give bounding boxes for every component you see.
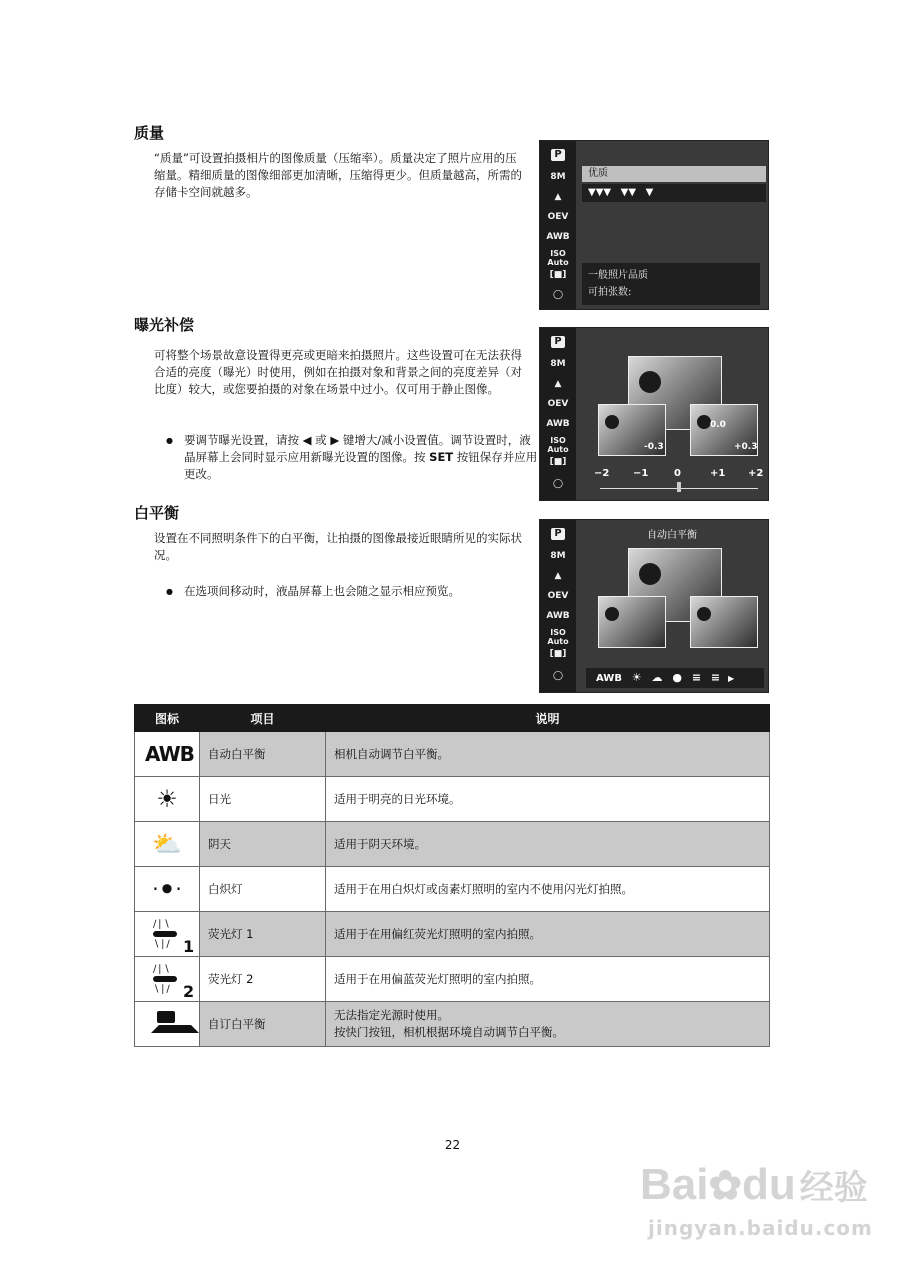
table-row (135, 1002, 770, 1047)
exposure-label-zero: 0.0 (710, 420, 726, 430)
row-item: 日光 (200, 777, 326, 822)
wb-screen-title: 自动白平衡 (647, 530, 697, 541)
wb-fluor1-option[interactable]: ≡ (691, 671, 702, 684)
quality-fine-icon: ▼▼▼ (588, 187, 612, 198)
wb-table (134, 704, 770, 1047)
row-desc: 适用于明亮的日光环境。 (326, 777, 770, 822)
program-mode-icon: P (551, 336, 565, 348)
exposure-bullet: ● 要调节曝光设置，请按 ◀ 或 ▶ 键增大/减小设置值。调节设置时，液晶屏幕上会同时显示应用新曝光设置的图像。按 SET 按钮保存并应用更改。 (166, 432, 540, 483)
fluorescent-1-icon: ∕∣∖ ∖∣∕ 1 (153, 918, 195, 956)
face-detect-icon: ◯ (552, 290, 564, 300)
wb-option-bar[interactable] (586, 668, 764, 688)
paw-icon: ✿ (708, 1164, 742, 1208)
ev-scale-marker[interactable] (677, 482, 681, 492)
quality-heading: 质量 (134, 124, 165, 142)
camera-sidebar (540, 328, 576, 500)
row-item: 阴天 (200, 822, 326, 867)
awb-icon: AWB (546, 419, 570, 429)
preview-photo-right (690, 596, 758, 648)
sun-icon: ☀ (156, 785, 178, 813)
table-row (135, 867, 770, 912)
awb-icon: AWB (145, 742, 194, 766)
wb-heading: 白平衡 (134, 504, 180, 522)
table-row (135, 822, 770, 867)
watermark-url: jingyan.baidu.com (648, 1216, 873, 1240)
cloudy-icon: ⛅ (152, 830, 182, 858)
exposure-label-plus: +0.3 (734, 442, 758, 452)
awb-icon: AWB (546, 232, 570, 242)
wb-bullet: ● 在选项间移动时，液晶屏幕上也会随之显示相应预览。 (166, 583, 540, 600)
face-detect-icon: ◯ (552, 671, 564, 681)
table-row (135, 957, 770, 1002)
metering-icon: [■] (549, 457, 567, 467)
quality-icon: ▲ (554, 379, 562, 389)
face-detect-icon: ◯ (552, 479, 564, 489)
row-desc: 适用于在用偏蓝荧光灯照明的室内拍照。 (326, 957, 770, 1002)
bulb-icon: ·⚫· (152, 877, 182, 901)
right-arrow-key: ▶ (330, 433, 340, 447)
image-size-icon: 8M (550, 359, 566, 369)
wb-bulb-option[interactable]: ● (672, 671, 682, 684)
ev-scale-p1: +1 (710, 468, 726, 479)
quality-info-line2: 可拍张数: (588, 287, 632, 298)
wb-fluor2-option[interactable]: ≡ (710, 671, 721, 684)
left-arrow-key: ◀ (302, 433, 312, 447)
row-desc: 适用于在用偏红荧光灯照明的室内拍照。 (326, 912, 770, 957)
exposure-heading: 曝光补偿 (134, 316, 195, 334)
watermark-brand: Bai✿du 经验 (640, 1160, 868, 1209)
quality-selected-option[interactable]: 优质 (582, 166, 766, 182)
row-item: 自动白平衡 (200, 732, 326, 777)
row-desc: 无法指定光源时使用。 按快门按钮，相机根据环境自动调节白平衡。 (326, 1002, 770, 1047)
quality-options-row[interactable] (582, 184, 766, 202)
wb-paragraph: 设置在不同照明条件下的白平衡，让拍摄的图像最接近眼睛所见的实际状况。 (154, 531, 522, 562)
camera-sidebar (540, 520, 576, 692)
row-desc: 相机自动调节白平衡。 (326, 732, 770, 777)
wb-cloud-option[interactable]: ☁ (651, 671, 663, 684)
col-desc-header: 说明 (326, 705, 770, 732)
camera-sidebar (540, 141, 576, 309)
preview-photo-left (598, 596, 666, 648)
awb-icon: AWB (546, 611, 570, 621)
wb-camera-screen (539, 519, 769, 693)
table-row (135, 777, 770, 822)
metering-icon: [■] (549, 649, 567, 659)
col-item-header: 项目 (200, 705, 326, 732)
fluorescent-2-icon: ∕∣∖ ∖∣∕ 2 (153, 963, 195, 1001)
exposure-icon: OEV (547, 591, 569, 601)
row-desc: 适用于在用白炽灯或卤素灯照明的室内不使用闪光灯拍照。 (326, 867, 770, 912)
quality-economy-icon: ▼ (645, 187, 654, 198)
exposure-camera-screen (539, 327, 769, 501)
program-mode-icon: P (551, 528, 565, 540)
quality-info-box (582, 263, 760, 305)
ev-scale-m1: −1 (633, 468, 649, 479)
quality-icon: ▲ (554, 571, 562, 581)
exposure-label-minus: -0.3 (644, 442, 664, 452)
quality-icon: ▲ (554, 192, 562, 202)
col-icon-header: 图标 (135, 705, 200, 732)
ev-scale-m2: −2 (594, 468, 610, 479)
quality-info-line1: 一般照片品质 (588, 270, 648, 281)
page-number: 22 (444, 1138, 461, 1152)
image-size-icon: 8M (550, 172, 566, 182)
quality-paragraph: “质量”可设置拍摄相片的图像质量（压缩率）。质量决定了照片应用的压缩量。精细质量的图像细部更加清晰，压缩得更少。但质量越高，所需的存储卡空间就越多。 (154, 151, 522, 199)
table-header-row (135, 705, 770, 732)
iso-icon: ISO Auto (547, 628, 569, 646)
row-desc: 适用于阴天环境。 (326, 822, 770, 867)
set-key: SET (429, 450, 454, 464)
table-row (135, 912, 770, 957)
wb-awb-option[interactable]: AWB (596, 673, 622, 684)
iso-icon: ISO Auto (547, 249, 569, 267)
metering-icon: [■] (549, 270, 567, 280)
exposure-icon: OEV (547, 399, 569, 409)
quality-camera-screen (539, 140, 769, 310)
wb-sun-option[interactable]: ☀ (631, 671, 642, 684)
image-size-icon: 8M (550, 551, 566, 561)
exposure-paragraph: 可将整个场景故意设置得更亮或更暗来拍摄照片。这些设置可在无法获得合适的亮度（曝光）时使用，例如在拍摄对象和背景之间的亮度差异（对比度）较大，或您要拍摄的对象在场景中过小。仅可用于静止图像。 (154, 348, 522, 396)
row-item: 自订白平衡 (200, 1002, 326, 1047)
wb-more-arrow-icon[interactable]: ▶ (727, 674, 735, 683)
row-item: 白炽灯 (200, 867, 326, 912)
ev-scale-0: 0 (674, 468, 681, 479)
exposure-icon: OEV (547, 212, 569, 222)
quality-normal-icon: ▼▼ (620, 187, 637, 198)
table-row (135, 732, 770, 777)
iso-icon: ISO Auto (547, 436, 569, 454)
custom-wb-icon (145, 1003, 189, 1043)
program-mode-icon: P (551, 149, 565, 161)
row-item: 荧光灯 1 (200, 912, 326, 957)
row-item: 荧光灯 2 (200, 957, 326, 1002)
ev-scale-p2: +2 (748, 468, 764, 479)
